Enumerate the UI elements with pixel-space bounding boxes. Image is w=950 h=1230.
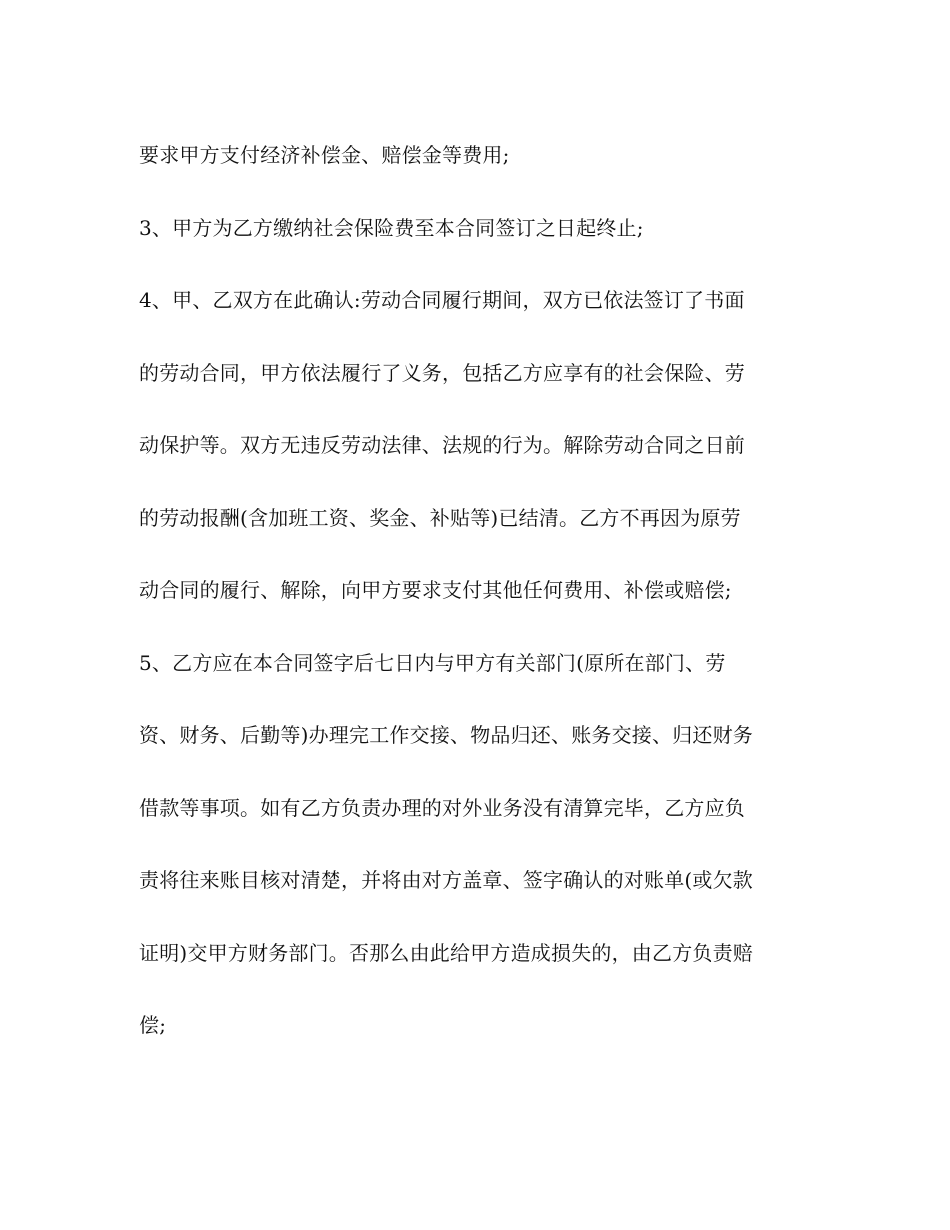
text-line: 的劳动报酬(含加班工资、奖金、补贴等)已结清。乙方不再因为原劳 [139, 505, 741, 530]
text-line: 证明)交甲方财务部门。否那么由此给甲方造成损失的，由乙方负责赔 [139, 940, 754, 965]
text-line: 要求甲方支付经济补偿金、赔偿金等费用; [139, 143, 510, 167]
text-line: 动保护等。双方无违反劳动法律、法规的行为。解除劳动合同之日前 [139, 433, 745, 457]
text-line: 4、甲、乙双方在此确认:劳动合同履行期间，双方已依法签订了书面 [139, 288, 745, 312]
document-body [139, 135, 819, 1078]
text-line: 借款等事项。如有乙方负责办理的对外业务没有清算完毕，乙方应负 [139, 795, 745, 820]
text-line: 责将往来账目核对清楚，并将由对方盖章、签字确认的对账单(或欠款 [139, 868, 754, 892]
text-line: 的劳动合同，甲方依法履行了义务，包括乙方应享有的社会保险、劳 [139, 360, 745, 385]
text-line: 5、乙方应在本合同签字后七日内与甲方有关部门(原所在部门、劳 [139, 650, 726, 675]
text-line: 偿; [139, 1013, 167, 1037]
text-line: 资、财务、后勤等)办理完工作交接、物品归还、账务交接、归还财务 [139, 723, 754, 747]
text-line: 动合同的履行、解除，向甲方要求支付其他任何费用、补偿或赔偿; [139, 578, 732, 602]
text-line: 3、甲方为乙方缴纳社会保险费至本合同签订之日起终止; [139, 215, 644, 240]
